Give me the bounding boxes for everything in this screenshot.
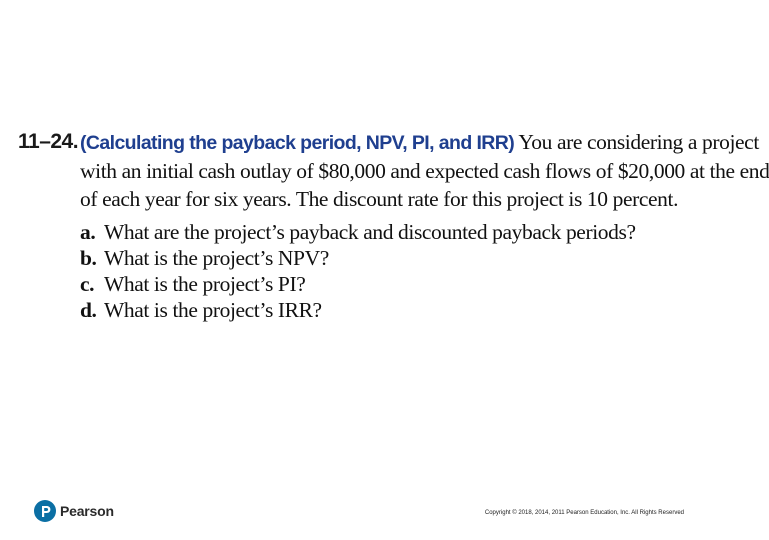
question-letter: a. [80,220,96,244]
question-letter: c. [80,272,95,296]
logo-wordmark: Pearson [60,503,114,519]
problem-topic: (Calculating the payback period, NPV, PI, and IRR) [80,132,515,154]
question-text: What is the project’s IRR? [104,298,322,322]
statement-line-1 [80,128,759,157]
statement-first: You are considering a project [518,130,759,154]
question-text: What is the project’s PI? [104,272,306,296]
problem-number: 11–24. [18,130,79,153]
problem-block [18,128,769,323]
pearson-logo [34,500,114,522]
problem-statement [80,128,769,213]
question-letter: b. [80,246,97,270]
question-d [80,297,708,323]
question-letter: d. [80,298,97,322]
question-list [80,219,708,323]
question-text: What is the project’s NPV? [104,246,329,270]
statement-line-2: with an initial cash outlay of $80,000 and expected cash flows of $20,000 at the end [80,159,769,183]
statement-line-3: of each year for six years. The discount rate for this project is 10 percent. [80,187,679,211]
pearson-p-icon [34,500,56,522]
question-b [80,245,708,271]
copyright-notice: Copyright © 2018, 2014, 2011 Pearson Education, Inc. All Rights Reserved [484,510,684,516]
question-text: What are the project’s payback and discounted payback periods? [104,220,636,244]
question-a [80,219,708,245]
question-c [80,271,708,297]
